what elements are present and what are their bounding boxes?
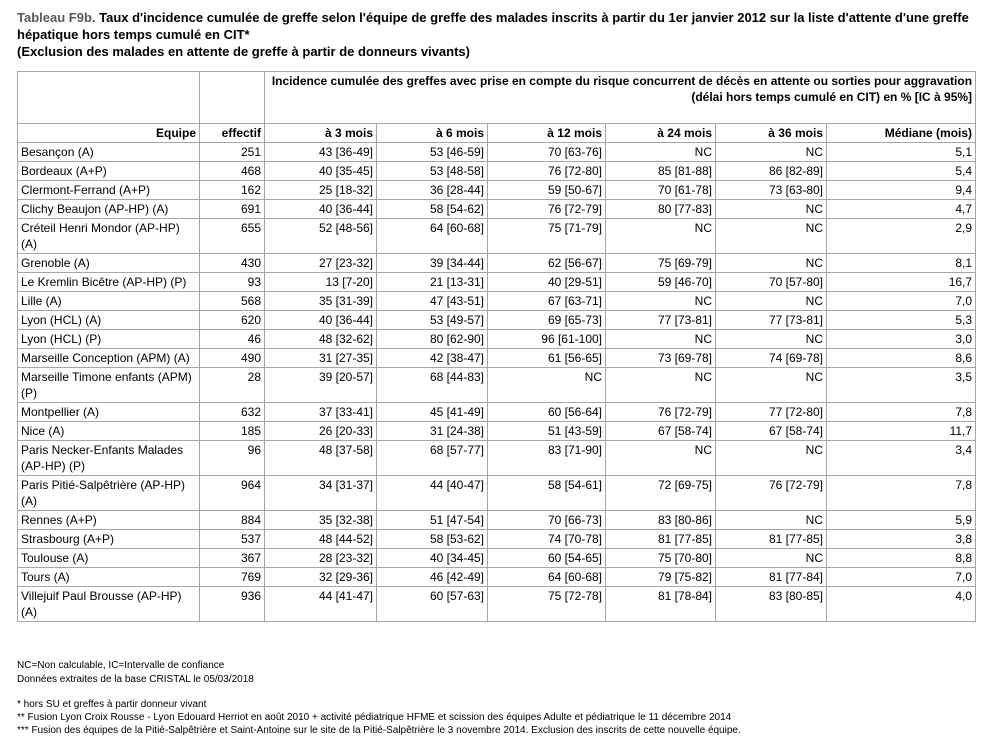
footnote-2: ** Fusion Lyon Croix Rousse - Lyon Edouard Herriot en août 2010 + activité pédiatrique HFME et scission des équipes Adulte et pédiatrique le 11 décembre 2014 bbox=[17, 712, 732, 723]
value-cell: 48 [32-62] bbox=[265, 330, 377, 349]
value-cell: 47 [43-51] bbox=[377, 292, 488, 311]
value-cell: 44 [40-47] bbox=[377, 476, 488, 511]
value-cell: 51 [47-54] bbox=[377, 511, 488, 530]
value-cell: 42 [38-47] bbox=[377, 349, 488, 368]
team-cell: Paris Pitié-Salpêtrière (AP-HP) (A) bbox=[18, 476, 200, 511]
value-cell: 964 bbox=[200, 476, 265, 511]
value-cell: 77 [72-80] bbox=[716, 403, 827, 422]
value-cell: NC bbox=[716, 219, 827, 254]
value-cell: NC bbox=[488, 368, 606, 403]
value-cell: NC bbox=[716, 292, 827, 311]
value-cell: 74 [70-78] bbox=[488, 530, 606, 549]
value-cell: 59 [46-70] bbox=[606, 273, 716, 292]
column-header: à 36 mois bbox=[716, 124, 827, 143]
value-cell: 490 bbox=[200, 349, 265, 368]
value-cell: 3,8 bbox=[827, 530, 976, 549]
table-title bbox=[17, 9, 987, 60]
value-cell: 28 bbox=[200, 368, 265, 403]
value-cell: 43 [36-49] bbox=[265, 143, 377, 162]
value-cell: 77 [73-81] bbox=[716, 311, 827, 330]
value-cell: 8,6 bbox=[827, 349, 976, 368]
value-cell: 468 bbox=[200, 162, 265, 181]
value-cell: 9,4 bbox=[827, 181, 976, 200]
value-cell: 3,0 bbox=[827, 330, 976, 349]
value-cell: 60 [56-64] bbox=[488, 403, 606, 422]
value-cell: 655 bbox=[200, 219, 265, 254]
table-row bbox=[18, 330, 976, 349]
value-cell: 73 [63-80] bbox=[716, 181, 827, 200]
value-cell: NC bbox=[606, 368, 716, 403]
value-cell: 93 bbox=[200, 273, 265, 292]
value-cell: 46 [42-49] bbox=[377, 568, 488, 587]
value-cell: 76 [72-79] bbox=[488, 200, 606, 219]
value-cell: 75 [69-79] bbox=[606, 254, 716, 273]
value-cell: 2,9 bbox=[827, 219, 976, 254]
value-cell: 58 [53-62] bbox=[377, 530, 488, 549]
value-cell: 35 [31-39] bbox=[265, 292, 377, 311]
table-row bbox=[18, 422, 976, 441]
incidence-table bbox=[17, 71, 976, 622]
value-cell: NC bbox=[716, 549, 827, 568]
team-cell: Lille (A) bbox=[18, 292, 200, 311]
value-cell: 77 [73-81] bbox=[606, 311, 716, 330]
value-cell: 251 bbox=[200, 143, 265, 162]
value-cell: 81 [77-84] bbox=[716, 568, 827, 587]
value-cell: 8,8 bbox=[827, 549, 976, 568]
team-cell: Tours (A) bbox=[18, 568, 200, 587]
value-cell: 70 [63-76] bbox=[488, 143, 606, 162]
value-cell: 68 [57-77] bbox=[377, 441, 488, 476]
value-cell: 53 [48-58] bbox=[377, 162, 488, 181]
team-cell: Bordeaux (A+P) bbox=[18, 162, 200, 181]
team-cell: Villejuif Paul Brousse (AP-HP) (A) bbox=[18, 587, 200, 622]
value-cell: 367 bbox=[200, 549, 265, 568]
team-cell: Rennes (A+P) bbox=[18, 511, 200, 530]
table-row bbox=[18, 311, 976, 330]
value-cell: 39 [20-57] bbox=[265, 368, 377, 403]
value-cell: 11,7 bbox=[827, 422, 976, 441]
table-row bbox=[18, 254, 976, 273]
value-cell: 68 [44-83] bbox=[377, 368, 488, 403]
value-cell: 69 [65-73] bbox=[488, 311, 606, 330]
value-cell: 31 [27-35] bbox=[265, 349, 377, 368]
value-cell: 67 [58-74] bbox=[606, 422, 716, 441]
value-cell: 58 [54-62] bbox=[377, 200, 488, 219]
team-cell: Le Kremlin Bicêtre (AP-HP) (P) bbox=[18, 273, 200, 292]
value-cell: 61 [56-65] bbox=[488, 349, 606, 368]
value-cell: 40 [35-45] bbox=[265, 162, 377, 181]
column-header: à 24 mois bbox=[606, 124, 716, 143]
footnote-1: * hors SU et greffes à partir donneur vivant bbox=[17, 699, 207, 710]
value-cell: NC bbox=[606, 330, 716, 349]
value-cell: 4,7 bbox=[827, 200, 976, 219]
value-cell: 46 bbox=[200, 330, 265, 349]
value-cell: NC bbox=[716, 441, 827, 476]
value-cell: NC bbox=[716, 143, 827, 162]
value-cell: NC bbox=[716, 254, 827, 273]
value-cell: 83 [80-86] bbox=[606, 511, 716, 530]
table-body bbox=[18, 143, 976, 622]
value-cell: 620 bbox=[200, 311, 265, 330]
value-cell: 40 [29-51] bbox=[488, 273, 606, 292]
table-row bbox=[18, 143, 976, 162]
value-cell: 80 [62-90] bbox=[377, 330, 488, 349]
team-cell: Montpellier (A) bbox=[18, 403, 200, 422]
table-row bbox=[18, 200, 976, 219]
value-cell: 48 [37-58] bbox=[265, 441, 377, 476]
value-cell: NC bbox=[716, 511, 827, 530]
column-header: Equipe bbox=[18, 124, 200, 143]
value-cell: 185 bbox=[200, 422, 265, 441]
value-cell: 86 [82-89] bbox=[716, 162, 827, 181]
value-cell: 81 [77-85] bbox=[606, 530, 716, 549]
team-cell: Marseille Timone enfants (APM) (P) bbox=[18, 368, 200, 403]
value-cell: 76 [72-79] bbox=[716, 476, 827, 511]
team-cell: Marseille Conception (APM) (A) bbox=[18, 349, 200, 368]
value-cell: 70 [61-78] bbox=[606, 181, 716, 200]
value-cell: 28 [23-32] bbox=[265, 549, 377, 568]
value-cell: NC bbox=[716, 200, 827, 219]
column-header: à 12 mois bbox=[488, 124, 606, 143]
value-cell: 3,5 bbox=[827, 368, 976, 403]
value-cell: 76 [72-79] bbox=[606, 403, 716, 422]
value-cell: 632 bbox=[200, 403, 265, 422]
header-empty-cell bbox=[200, 72, 265, 124]
value-cell: 568 bbox=[200, 292, 265, 311]
value-cell: 40 [36-44] bbox=[265, 200, 377, 219]
group-header: Incidence cumulée des greffes avec prise en compte du risque concurrent de décès en attente ou sorties pour aggravation (délai hors temps cumulé en CIT) en % [IC à 95%] bbox=[265, 72, 976, 124]
table-row bbox=[18, 181, 976, 200]
column-header-row bbox=[18, 124, 976, 143]
value-cell: 5,3 bbox=[827, 311, 976, 330]
value-cell: 58 [54-61] bbox=[488, 476, 606, 511]
value-cell: 537 bbox=[200, 530, 265, 549]
value-cell: 76 [72-80] bbox=[488, 162, 606, 181]
team-cell: Clermont-Ferrand (A+P) bbox=[18, 181, 200, 200]
value-cell: 34 [31-37] bbox=[265, 476, 377, 511]
value-cell: 64 [60-68] bbox=[488, 568, 606, 587]
value-cell: 40 [34-45] bbox=[377, 549, 488, 568]
value-cell: 5,1 bbox=[827, 143, 976, 162]
value-cell: 70 [66-73] bbox=[488, 511, 606, 530]
column-header: à 6 mois bbox=[377, 124, 488, 143]
table-row bbox=[18, 162, 976, 181]
table-row bbox=[18, 549, 976, 568]
value-cell: 48 [44-52] bbox=[265, 530, 377, 549]
team-cell: Lyon (HCL) (P) bbox=[18, 330, 200, 349]
value-cell: 5,4 bbox=[827, 162, 976, 181]
value-cell: 73 [69-78] bbox=[606, 349, 716, 368]
table-number: Tableau F9b. bbox=[17, 10, 96, 25]
value-cell: 96 [61-100] bbox=[488, 330, 606, 349]
value-cell: 5,9 bbox=[827, 511, 976, 530]
value-cell: 75 [72-78] bbox=[488, 587, 606, 622]
legend-note: NC=Non calculable, IC=Intervalle de confiance bbox=[17, 660, 225, 671]
value-cell: 936 bbox=[200, 587, 265, 622]
value-cell: 53 [46-59] bbox=[377, 143, 488, 162]
value-cell: 7,0 bbox=[827, 292, 976, 311]
value-cell: 21 [13-31] bbox=[377, 273, 488, 292]
value-cell: 75 [70-80] bbox=[606, 549, 716, 568]
value-cell: 83 [71-90] bbox=[488, 441, 606, 476]
team-cell: Lyon (HCL) (A) bbox=[18, 311, 200, 330]
table-row bbox=[18, 441, 976, 476]
value-cell: 72 [69-75] bbox=[606, 476, 716, 511]
value-cell: 59 [50-67] bbox=[488, 181, 606, 200]
value-cell: 81 [78-84] bbox=[606, 587, 716, 622]
table-row bbox=[18, 273, 976, 292]
value-cell: 74 [69-78] bbox=[716, 349, 827, 368]
column-header: effectif bbox=[200, 124, 265, 143]
value-cell: 769 bbox=[200, 568, 265, 587]
value-cell: 7,0 bbox=[827, 568, 976, 587]
value-cell: 691 bbox=[200, 200, 265, 219]
value-cell: 64 [60-68] bbox=[377, 219, 488, 254]
value-cell: 44 [41-47] bbox=[265, 587, 377, 622]
column-header: à 3 mois bbox=[265, 124, 377, 143]
value-cell: 67 [58-74] bbox=[716, 422, 827, 441]
value-cell: 51 [43-59] bbox=[488, 422, 606, 441]
value-cell: 31 [24-38] bbox=[377, 422, 488, 441]
table-row bbox=[18, 587, 976, 622]
value-cell: NC bbox=[606, 219, 716, 254]
value-cell: 27 [23-32] bbox=[265, 254, 377, 273]
value-cell: 96 bbox=[200, 441, 265, 476]
value-cell: 75 [71-79] bbox=[488, 219, 606, 254]
value-cell: 67 [63-71] bbox=[488, 292, 606, 311]
value-cell: 85 [81-88] bbox=[606, 162, 716, 181]
value-cell: 13 [7-20] bbox=[265, 273, 377, 292]
value-cell: 83 [80-85] bbox=[716, 587, 827, 622]
value-cell: 39 [34-44] bbox=[377, 254, 488, 273]
title-text: Taux d'incidence cumulée de greffe selon l'équipe de greffe des malades inscrits à partir du 1er janvier 2012 sur la liste d'attente d'une greffe hépatique hors temps cumulé en CIT* bbox=[17, 10, 969, 42]
value-cell: 35 [32-38] bbox=[265, 511, 377, 530]
value-cell: 62 [56-67] bbox=[488, 254, 606, 273]
value-cell: 60 [57-63] bbox=[377, 587, 488, 622]
title-subtitle: (Exclusion des malades en attente de greffe à partir de donneurs vivants) bbox=[17, 44, 470, 59]
value-cell: 70 [57-80] bbox=[716, 273, 827, 292]
header-empty-cell bbox=[18, 72, 200, 124]
value-cell: 25 [18-32] bbox=[265, 181, 377, 200]
value-cell: NC bbox=[606, 143, 716, 162]
team-cell: Strasbourg (A+P) bbox=[18, 530, 200, 549]
table-row bbox=[18, 530, 976, 549]
value-cell: 53 [49-57] bbox=[377, 311, 488, 330]
value-cell: NC bbox=[716, 330, 827, 349]
value-cell: 16,7 bbox=[827, 273, 976, 292]
team-cell: Créteil Henri Mondor (AP-HP) (A) bbox=[18, 219, 200, 254]
table-row bbox=[18, 292, 976, 311]
value-cell: 3,4 bbox=[827, 441, 976, 476]
value-cell: 37 [33-41] bbox=[265, 403, 377, 422]
team-cell: Clichy Beaujon (AP-HP) (A) bbox=[18, 200, 200, 219]
value-cell: 884 bbox=[200, 511, 265, 530]
value-cell: 60 [54-65] bbox=[488, 549, 606, 568]
team-cell: Besançon (A) bbox=[18, 143, 200, 162]
team-cell: Grenoble (A) bbox=[18, 254, 200, 273]
value-cell: 45 [41-49] bbox=[377, 403, 488, 422]
value-cell: NC bbox=[606, 441, 716, 476]
value-cell: 7,8 bbox=[827, 476, 976, 511]
value-cell: 79 [75-82] bbox=[606, 568, 716, 587]
table-row bbox=[18, 568, 976, 587]
value-cell: 26 [20-33] bbox=[265, 422, 377, 441]
value-cell: 32 [29-36] bbox=[265, 568, 377, 587]
value-cell: 36 [28-44] bbox=[377, 181, 488, 200]
footnote-3: *** Fusion des équipes de la Pitié-Salpêtrière et Saint-Antoine sur le site de la Pitié-Salpêtrière le 3 novembre 2014. Exclusion des inscrits de cette nouvelle équipe. bbox=[17, 725, 741, 736]
table-row bbox=[18, 219, 976, 254]
value-cell: 8,1 bbox=[827, 254, 976, 273]
team-cell: Nice (A) bbox=[18, 422, 200, 441]
value-cell: 52 [48-56] bbox=[265, 219, 377, 254]
value-cell: NC bbox=[606, 292, 716, 311]
value-cell: 162 bbox=[200, 181, 265, 200]
table-row bbox=[18, 511, 976, 530]
team-cell: Paris Necker-Enfants Malades (AP-HP) (P) bbox=[18, 441, 200, 476]
value-cell: 81 [77-85] bbox=[716, 530, 827, 549]
value-cell: 80 [77-83] bbox=[606, 200, 716, 219]
table-row bbox=[18, 349, 976, 368]
value-cell: 40 [36-44] bbox=[265, 311, 377, 330]
table-row bbox=[18, 476, 976, 511]
team-cell: Toulouse (A) bbox=[18, 549, 200, 568]
value-cell: 430 bbox=[200, 254, 265, 273]
table-row bbox=[18, 403, 976, 422]
source-note: Données extraites de la base CRISTAL le 05/03/2018 bbox=[17, 674, 254, 685]
table-row bbox=[18, 368, 976, 403]
value-cell: 7,8 bbox=[827, 403, 976, 422]
value-cell: NC bbox=[716, 368, 827, 403]
value-cell: 4,0 bbox=[827, 587, 976, 622]
column-header: Médiane (mois) bbox=[827, 124, 976, 143]
